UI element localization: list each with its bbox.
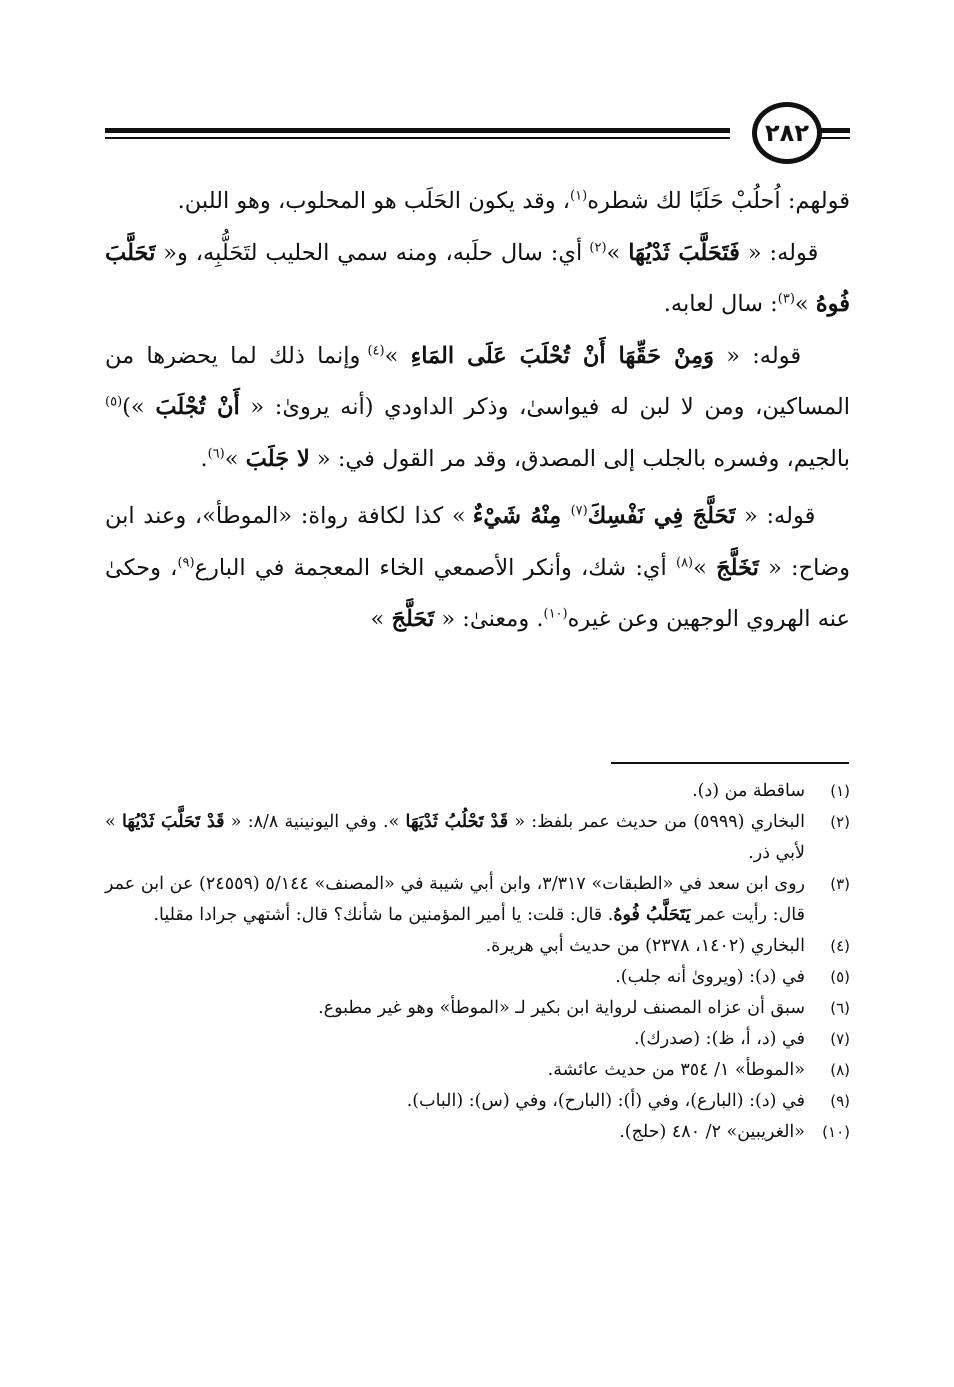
footnote-text: «الغريبين» ٢/ ٤٨٠ (حلج). [619,1122,805,1142]
header-rule-right [820,128,850,133]
footnote-text: روى ابن سعد في «الطبقات» ٣/٣١٧، وابن أبي شيبة في «المصنف» ٥/١٤٤ (٢٤٥٥٩) عن ابن عمر قال: رأيت عمر يَتَحَلَّبُ فُوهُ. قال: قلت: يا أمير المؤمنين ما شأنك؟ قال: أشتهي جرادا مقليا. [105,874,805,925]
footnote-ref[interactable]: (٤) [367,343,385,358]
footnote-text: في (د): (ويروىٰ أنه جلب). [615,967,805,987]
hadith-quote: وَمِنْ حَقِّهَا أَنْ تُحْلَبَ عَلَى المَاءِ [410,342,714,369]
hadith-quote: تَحَلَّجَ [391,606,435,632]
hadith-quote: تَحَلَّبَ فُوهُ [105,239,850,317]
footnote-text: ساقطة من (د). [692,781,805,801]
footnote-text: سبق أن عزاه المصنف لرواية ابن بكير لـ «الموطأ» وهو غير مطبوع. [318,998,805,1018]
footnote-ref[interactable]: (٩) [177,555,195,570]
footnote-number: (٩) [830,1092,850,1110]
paragraph-1: قولهم: اُحلُبْ حَلَبًا لك شطره$^{(١)}$، وقد يكون الحَلَب هو المحلوب، وهو اللبن. [177,188,850,214]
footnote-item [105,1086,850,1117]
footnote-number: (٦) [830,999,850,1017]
footnote-text: البخاري (٥٩٩٩) من حديث عمر بلفظ: « قَدْ تَحْلُبُ ثَدْيَهَا ». وفي اليونينية ٨/٨: « قَدْ تَحَلَّبَ ثَدْيُهَا » لأبي ذر. [105,812,805,863]
paragraph-4: قوله: « تَحَلَّجَ فِي نَفْسِكَ$^{(٧)}$ مِنْهُ شَيْءٌ » كذا لكافة رواة: «الموطأ»، وعند ابن وضاح: « تَخَلَّجَ »$^{(٨)}$ أي: شك، وأنكر الأصمعي الخاء المعجمة في البارع$^{(٩)}$، وحكىٰ عنه الهروي الوجهين وعن غيره$^{(١٠)}$. ومعنىٰ: « تَحَلَّجَ » [105,503,850,632]
footnotes-list [105,776,850,1148]
footnote-number: (٧) [830,1030,850,1048]
footnote-item [105,962,850,993]
hadith-quote: لا جَلَبَ [245,445,310,472]
footnote-number: (٣) [830,875,850,893]
hadith-quote: تَحَلَّجَ فِي نَفْسِكَ [587,503,736,529]
footnote-number: (١) [830,782,850,800]
footnote-text: «الموطأ» ١/ ٣٥٤ من حديث عائشة. [547,1060,805,1080]
footnote-item [105,993,850,1024]
footnote-ref[interactable]: (١) [570,188,588,204]
footnote-item [105,869,850,931]
footnote-ref[interactable]: (١٠) [543,606,568,622]
hadith-quote: تَخَلَّجَ [716,554,759,581]
hadith-quote: فَتَحَلَّبَ ثَدْيُهَا [628,239,740,266]
footnote-item [105,1024,850,1055]
footnote-ref[interactable]: (٨) [675,555,694,570]
footnote-number: (٤) [830,937,850,955]
hadith-quote: أَنْ تُجْلَبَ [155,394,240,420]
footnote-item [105,776,850,807]
paragraph-2: قوله: « فَتَحَلَّبَ ثَدْيُهَا »$^{(٢)}$ أي: سال حلَبه، ومنه سمي الحليب لتَحَلُّبِه، و« تَحَلَّبَ فُوهُ »$^{(٣)}$: سال لعابه. [105,239,850,317]
footnote-ref[interactable]: (٦) [207,446,225,461]
footnote-text: في (د): (البارع)، وفي (أ): (البارح)، وفي (س): (الباب). [406,1091,805,1111]
header-rule-thin [105,137,730,139]
footnote-separator [611,762,849,764]
footnote-number: (٢) [830,813,850,831]
footnote-ref[interactable]: (٧) [570,503,588,519]
footnote-item [105,931,850,962]
footnote-ref[interactable]: (٢) [589,240,607,255]
footnote-number: (٨) [830,1061,850,1079]
hadith-quote: مِنْهُ شَيْءٌ [472,503,571,529]
footnote-item [105,1055,850,1086]
footnote-number: (٥) [830,968,850,986]
footnote-text: في (د، أ، ظ): (صدرك). [633,1029,805,1049]
header-rule-thick [105,128,730,133]
footnote-item [105,1117,850,1148]
footnote-ref[interactable]: (٣) [777,291,795,307]
footnote-text: البخاري (١٤٠٢، ٢٣٧٨) من حديث أبي هريرة. [485,936,805,956]
footnote-item [105,807,850,869]
footnote-ref[interactable]: (٥) [105,394,123,410]
main-text [105,176,850,646]
header-rule-right-thin [820,137,850,139]
footnote-number: (١٠) [822,1123,850,1141]
paragraph-3: قوله: « وَمِنْ حَقِّهَا أَنْ تُحْلَبَ عَلَى المَاءِ »$^{(٤)}$ وإنما ذلك لما يحضرها من المساكين، ومن لا لبن له فيواسىٰ، وذكر الداودي (أنه يروىٰ: « أَنْ تُجْلَبَ »)$^{(٥)}$ بالجيم، وفسره بالجلب إلى المصدق، وقد مر القول في: « لا جَلَبَ »$^{(٦)}$. [105,342,851,472]
page-number: ٢٨٢ [752,102,822,164]
page-header [105,100,850,164]
